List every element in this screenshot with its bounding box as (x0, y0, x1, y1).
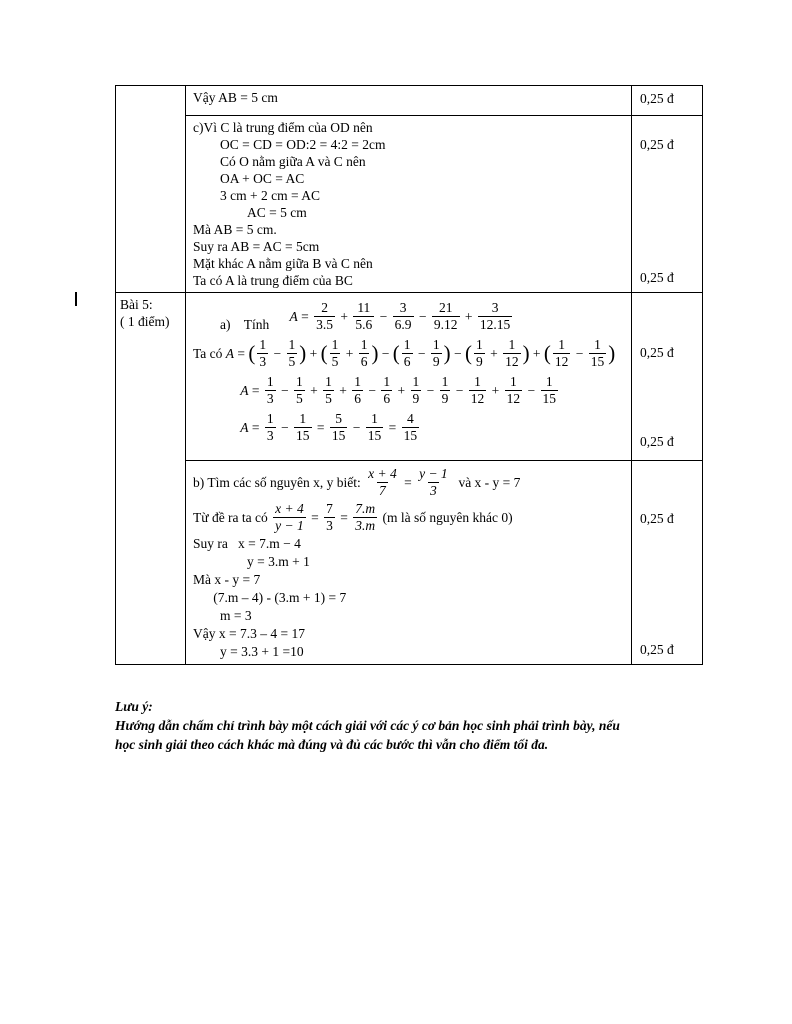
text-run: Suy ra AB = AC = 5cm (193, 239, 320, 254)
fraction-denominator: 15 (590, 353, 605, 369)
fraction (503, 337, 521, 369)
text-run: OC = CD = OD:2 = 4:2 = 2cm (220, 137, 386, 152)
fraction (393, 300, 414, 332)
table-line (193, 625, 624, 642)
fraction-denominator: 3 (430, 482, 437, 498)
points-label: 0,25 đ (640, 91, 674, 106)
text-run: = (336, 509, 352, 525)
table-line (193, 204, 624, 221)
fraction-numerator: 1 (594, 337, 601, 353)
points-label: 0,25 đ (640, 511, 674, 526)
points-label: 0,25 đ (640, 642, 674, 658)
table-line (193, 535, 624, 552)
fraction-numerator: 3 (491, 300, 499, 315)
text-run: b) Tìm các số nguyên x, y biết: (193, 474, 365, 490)
text-run: A (240, 382, 249, 398)
text-run: = (313, 419, 328, 435)
text-run: − (277, 419, 292, 435)
fraction-numerator: 1 (383, 374, 391, 390)
fraction-denominator: 3.5 (316, 316, 333, 332)
table-line (193, 553, 624, 570)
left-cell-bai5 (116, 293, 186, 664)
text-run: − (414, 345, 429, 361)
text-run: Suy ra x = 7.m − 4 (193, 536, 301, 552)
fraction-denominator: 5 (331, 353, 339, 369)
fraction (353, 300, 374, 332)
table-line (193, 571, 624, 588)
fraction-denominator: 9.12 (433, 316, 458, 332)
text-run: Ta có (193, 345, 226, 361)
text-run: − (270, 345, 285, 361)
text-run: = (234, 345, 249, 361)
table-line (193, 238, 624, 255)
fraction-numerator: 1 (441, 374, 449, 390)
text-run: + (306, 382, 322, 398)
solution-row-part-a (186, 293, 632, 461)
fraction (257, 337, 268, 369)
fraction (366, 411, 384, 443)
table-line (193, 607, 624, 624)
fraction-denominator: 15 (367, 427, 382, 443)
text-run: − (349, 419, 364, 435)
fraction-denominator: 12 (505, 353, 519, 369)
fraction-denominator: 9 (432, 353, 440, 369)
fraction (411, 374, 422, 406)
text-run: − (277, 382, 292, 398)
fraction-numerator: 1 (371, 411, 378, 427)
text-run: − (423, 382, 438, 398)
fraction (314, 300, 335, 332)
fraction-denominator: 12 (506, 390, 521, 406)
fraction-denominator: 15 (296, 427, 310, 443)
text-run: − (378, 345, 393, 361)
fraction-denominator: 6 (360, 353, 368, 369)
big-paren: ) (443, 340, 451, 365)
table-line (193, 153, 624, 170)
big-paren: ( (543, 340, 551, 365)
text-run: = (307, 509, 323, 525)
problem-points-label: ( 1 điểm) (120, 314, 170, 329)
fraction-denominator: 3 (259, 353, 267, 369)
text-run: Có O nằm giữa A và C nên (220, 154, 366, 169)
points-label: 0,25 đ (640, 137, 674, 152)
fraction (402, 411, 420, 443)
text-run: − (452, 382, 467, 398)
fraction-denominator: 12 (470, 390, 485, 406)
text-run: Vậy x = 7.3 – 4 = 17 (193, 626, 305, 642)
table-line (193, 589, 624, 606)
text-run: Vậy AB = 5 cm (193, 90, 278, 105)
fraction-denominator: 15 (542, 390, 556, 406)
left-cell-empty (116, 86, 186, 293)
table-line (193, 187, 624, 204)
fraction-denominator: 3.m (355, 517, 376, 533)
fraction-numerator: 1 (288, 337, 296, 353)
fraction (553, 337, 571, 369)
text-run: = (248, 382, 263, 398)
table-line (193, 136, 624, 153)
text-run: AC = 5 cm (247, 205, 307, 220)
fraction (417, 466, 450, 498)
fraction-denominator: 9 (441, 390, 449, 406)
fraction (381, 374, 392, 406)
text-run: A (289, 308, 298, 324)
fraction-denominator: 5 (288, 353, 296, 369)
answer-table (115, 85, 703, 665)
fraction-numerator: 1 (266, 374, 274, 390)
text-run: = (248, 419, 263, 435)
text-run: − (450, 345, 465, 361)
fraction (330, 411, 348, 443)
fraction-numerator: 1 (354, 374, 361, 390)
fraction-denominator: 6 (383, 390, 391, 406)
fraction-denominator: 6 (354, 390, 361, 406)
fraction-numerator: 1 (558, 337, 566, 353)
text-run: (m là số nguyên khác 0) (379, 509, 513, 525)
text-run: = (400, 474, 416, 490)
footer-text-line2: học sinh giải theo cách khác mà đúng và đủ các bước thì vẫn cho điểm tối đa. (115, 737, 549, 752)
fraction-numerator: 1 (474, 374, 481, 390)
fraction-numerator: y − 1 (419, 466, 448, 481)
fraction-denominator: 9 (475, 353, 483, 369)
fraction-denominator: y − 1 (275, 517, 304, 533)
table-line (193, 89, 624, 106)
solution-row-part-c (186, 116, 632, 293)
fraction-denominator: 5 (296, 390, 303, 406)
fraction-numerator: 1 (545, 374, 553, 390)
points-label: 0,25 đ (640, 270, 674, 285)
big-paren: ) (608, 340, 616, 365)
fraction (294, 411, 312, 443)
text-run: + (486, 345, 502, 361)
fraction (359, 337, 370, 369)
fraction-numerator: 3 (399, 300, 407, 315)
text-run: Mặt khác A nằm giữa B và C nên (193, 256, 373, 271)
text-run: + (306, 345, 321, 361)
footer-note (115, 697, 691, 754)
fraction (273, 501, 306, 533)
text-run: y = 3.3 + 1 =10 (220, 644, 304, 660)
big-paren: ( (320, 340, 328, 365)
text-run: = (385, 419, 400, 435)
table-line (193, 221, 624, 238)
fraction (330, 337, 341, 369)
fraction-numerator: 1 (412, 374, 420, 390)
points-label: 0,25 đ (640, 434, 674, 449)
text-run: và x - y = 7 (451, 474, 521, 490)
fraction-numerator: x + 4 (368, 466, 397, 481)
points-label: 0,25 đ (640, 345, 674, 360)
problem-number-label: Bài 5: (120, 297, 153, 312)
fraction (323, 374, 334, 406)
fraction (432, 300, 460, 332)
text-run: a) Tính (220, 317, 290, 333)
fraction-denominator: 3 (266, 427, 274, 443)
fraction (469, 374, 487, 406)
text-run: − (376, 308, 391, 324)
fraction-numerator: 7 (326, 501, 333, 517)
big-paren: ( (248, 340, 256, 365)
solution-row-ab-conclusion (186, 86, 632, 116)
fraction-numerator: 1 (360, 337, 368, 353)
fraction-denominator: 6.9 (394, 316, 412, 332)
fraction-denominator: 15 (403, 427, 418, 443)
fraction (541, 374, 559, 406)
points-cell-3 (632, 461, 702, 664)
fraction (402, 337, 413, 369)
fraction-denominator: 3 (326, 517, 333, 533)
text-run: OA + OC = AC (220, 171, 305, 186)
fraction-numerator: 1 (266, 411, 274, 427)
fraction-denominator: 9 (412, 390, 420, 406)
fraction-numerator: 4 (407, 411, 414, 427)
fraction (366, 466, 399, 498)
fraction-numerator: 1 (475, 337, 483, 353)
fraction (353, 501, 377, 533)
text-run: + (335, 382, 351, 398)
solution-row-part-b (186, 461, 632, 664)
text-run: − (415, 308, 430, 324)
table-line (193, 170, 624, 187)
fraction-numerator: 1 (403, 337, 411, 353)
fraction (324, 501, 335, 533)
fraction-numerator: 1 (299, 411, 307, 427)
text-run: + (461, 308, 476, 324)
big-paren: ( (392, 340, 400, 365)
fraction-numerator: 11 (357, 300, 371, 315)
fraction-numerator: 21 (438, 300, 453, 315)
fraction (474, 337, 485, 369)
fraction-numerator: 1 (432, 337, 440, 353)
fraction (294, 374, 305, 406)
text-run: + (394, 382, 409, 398)
fraction-denominator: 12.15 (479, 316, 511, 332)
fraction (431, 337, 442, 369)
text-run: Từ đề ra ta có (193, 509, 272, 525)
fraction-numerator: 1 (296, 374, 303, 390)
points-cell-1 (632, 116, 702, 293)
fraction (265, 374, 276, 406)
fraction-denominator: 15 (331, 427, 346, 443)
big-paren: ) (371, 340, 379, 365)
fraction-numerator: 1 (331, 337, 339, 353)
text-run: Mà AB = 5 cm. (193, 222, 277, 237)
text-run: + (337, 308, 352, 324)
text-run: + (342, 345, 357, 361)
footer-text-line1: Hướng dẫn chấm chỉ trình bày một cách giải với các ý cơ bản học sinh phải trình bày, nếu (115, 718, 620, 733)
fraction-numerator: 2 (321, 300, 328, 315)
points-cell-2 (632, 293, 702, 461)
table-line (193, 643, 624, 660)
footer-heading: Lưu ý: (115, 699, 153, 714)
fraction (589, 337, 607, 369)
table-line (193, 119, 624, 136)
fraction (265, 411, 276, 443)
text-run: + (529, 345, 544, 361)
fraction-denominator: 5 (325, 390, 332, 406)
table-line (193, 336, 624, 370)
text-run: Mà x - y = 7 (193, 572, 261, 588)
fraction-numerator: 1 (259, 337, 267, 353)
text-run: = (297, 308, 313, 324)
table-line (193, 299, 624, 333)
text-run: A (240, 419, 249, 435)
table-line (193, 465, 624, 499)
big-paren: ) (522, 340, 530, 365)
fraction-numerator: 7.m (355, 501, 376, 517)
text-run: − (572, 345, 587, 361)
text-run: c)Vì C là trung điểm của OD nên (193, 120, 373, 135)
fraction (287, 337, 298, 369)
table-line (193, 500, 624, 534)
margin-change-bar (75, 292, 77, 306)
text-run: Ta có A là trung điểm của BC (193, 273, 353, 288)
fraction (352, 374, 363, 406)
table-line (193, 272, 624, 289)
fraction (440, 374, 451, 406)
big-paren: ( (464, 340, 472, 365)
text-run: A (225, 345, 235, 361)
fraction-denominator: 12 (554, 353, 569, 369)
text-run: (7.m – 4) - (3.m + 1) = 7 (213, 590, 347, 606)
table-line (193, 255, 624, 272)
big-paren: ) (299, 340, 307, 365)
table-line (193, 373, 624, 407)
text-run: + (488, 382, 503, 398)
text-run: m = 3 (220, 608, 252, 624)
fraction-numerator: 1 (510, 374, 517, 390)
table-line (193, 410, 624, 444)
text-run: 3 cm + 2 cm = AC (220, 188, 320, 203)
fraction-numerator: 5 (335, 411, 342, 427)
fraction-denominator: 5.6 (355, 316, 373, 332)
points-cell-0 (632, 86, 702, 116)
fraction-denominator: 3 (266, 390, 274, 406)
fraction-numerator: x + 4 (275, 501, 304, 517)
fraction-numerator: 1 (508, 337, 516, 353)
fraction (478, 300, 512, 332)
fraction (505, 374, 523, 406)
text-run: y = 3.m + 1 (247, 554, 310, 570)
text-run: − (365, 382, 380, 398)
fraction-numerator: 1 (325, 374, 332, 390)
fraction-denominator: 7 (379, 482, 386, 498)
fraction-denominator: 6 (403, 353, 411, 369)
text-run: − (524, 382, 539, 398)
